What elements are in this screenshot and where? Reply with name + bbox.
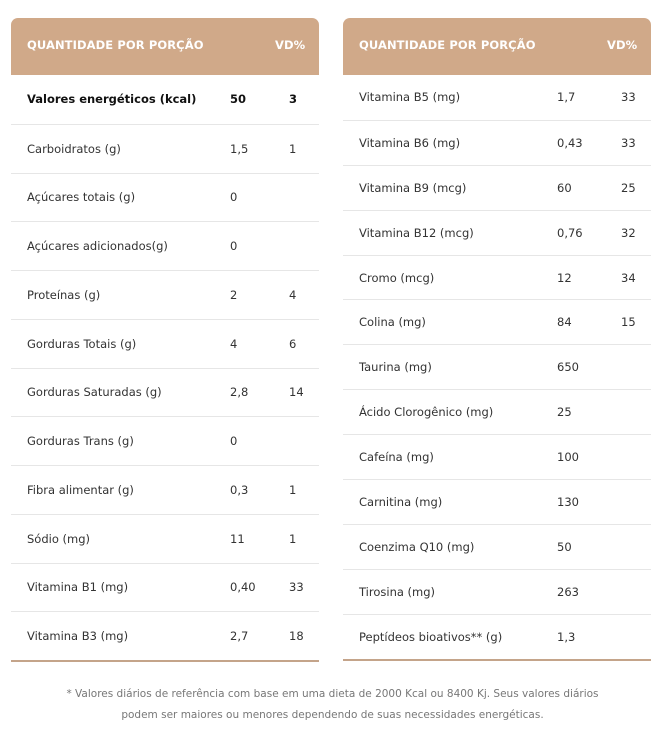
nutrient-daily-value: 14 <box>289 385 304 400</box>
nutrient-name: Valores energéticos (kcal) <box>27 92 197 107</box>
table-row <box>11 368 319 417</box>
nutrient-amount: 0,3 <box>230 482 249 497</box>
nutrient-amount: 60 <box>557 180 572 195</box>
nutrient-name: Açúcares adicionados(g) <box>27 239 168 254</box>
nutrient-amount: 1,5 <box>230 141 249 156</box>
nutrient-amount: 0 <box>230 190 238 205</box>
nutrient-name: Vitamina B6 (mg) <box>359 135 461 150</box>
nutrition-table-right <box>343 18 651 661</box>
nutrient-name: Fibra alimentar (g) <box>27 482 134 497</box>
table-header <box>11 18 319 75</box>
nutrient-name: Gorduras Saturadas (g) <box>27 385 162 400</box>
nutrient-name: Vitamina B12 (mcg) <box>359 225 474 240</box>
table-row <box>343 299 651 344</box>
nutrient-amount: 263 <box>557 584 579 599</box>
table-row <box>11 514 319 563</box>
nutrient-daily-value: 18 <box>289 629 304 644</box>
table-row <box>343 569 651 614</box>
footnote-line: * Valores diários de referência com base em uma dieta de 2000 Kcal ou 8400 Kj. Seus valores diários <box>66 688 599 700</box>
nutrient-name: Cafeína (mg) <box>359 450 434 465</box>
nutrient-amount: 130 <box>557 494 579 509</box>
nutrient-name: Vitamina B9 (mcg) <box>359 180 467 195</box>
nutrient-amount: 0,40 <box>230 580 256 595</box>
table-row <box>343 255 651 300</box>
nutrient-daily-value: 32 <box>621 225 636 240</box>
table-row <box>11 124 319 173</box>
nutrient-name: Vitamina B1 (mg) <box>27 580 129 595</box>
nutrient-amount: 1,7 <box>557 90 576 105</box>
table-row <box>11 563 319 612</box>
footnote-line: podem ser maiores ou menores dependendo de suas necessidades energéticas. <box>121 709 544 721</box>
nutrient-amount: 100 <box>557 450 579 465</box>
table-row <box>11 465 319 514</box>
nutrient-amount: 25 <box>557 405 572 420</box>
nutrient-daily-value: 15 <box>621 315 636 330</box>
nutrient-daily-value: 25 <box>621 180 636 195</box>
table-row <box>11 270 319 319</box>
nutrient-name: Ácido Clorogênico (mg) <box>359 405 494 420</box>
table-row <box>343 344 651 389</box>
nutrient-name: Cromo (mcg) <box>359 270 435 285</box>
table-row <box>343 75 651 120</box>
nutrient-name: Tirosina (mg) <box>359 584 436 599</box>
nutrient-daily-value: 6 <box>289 336 297 351</box>
header-vd-label: VD% <box>607 38 638 52</box>
nutrient-amount: 4 <box>230 336 238 351</box>
nutrient-daily-value: 34 <box>621 270 636 285</box>
nutrient-name: Colina (mg) <box>359 315 426 330</box>
nutrient-amount: 0 <box>230 434 238 449</box>
table-row <box>11 611 319 660</box>
nutrient-amount: 0,76 <box>557 225 583 240</box>
nutrient-name: Vitamina B5 (mg) <box>359 90 461 105</box>
nutrient-amount: 50 <box>230 92 247 107</box>
table-row <box>343 614 651 659</box>
nutrient-amount: 0,43 <box>557 135 583 150</box>
nutrient-daily-value: 4 <box>289 287 297 302</box>
nutrient-name: Peptídeos bioativos** (g) <box>359 629 503 644</box>
nutrient-amount: 84 <box>557 315 572 330</box>
nutrient-daily-value: 3 <box>289 92 298 107</box>
nutrient-daily-value: 33 <box>621 90 636 105</box>
nutrient-daily-value: 1 <box>289 482 297 497</box>
table-rows <box>11 75 319 660</box>
nutrient-amount: 2 <box>230 287 238 302</box>
nutrient-amount: 12 <box>557 270 572 285</box>
nutrient-name: Gorduras Totais (g) <box>27 336 137 351</box>
nutrient-amount: 2,8 <box>230 385 249 400</box>
nutrient-name: Proteínas (g) <box>27 287 101 302</box>
nutrient-daily-value: 1 <box>289 531 297 546</box>
table-row <box>343 434 651 479</box>
table-rows <box>343 75 651 659</box>
header-vd-label: VD% <box>275 38 306 52</box>
nutrient-amount: 1,3 <box>557 629 576 644</box>
header-quantity-label: QUANTIDADE POR PORÇÃO <box>27 38 204 52</box>
nutrient-daily-value: 33 <box>621 135 636 150</box>
nutrition-table-left <box>11 18 319 662</box>
footnote <box>0 684 665 726</box>
table-row <box>11 416 319 465</box>
nutrient-daily-value: 1 <box>289 141 297 156</box>
nutrient-name: Carboidratos (g) <box>27 141 121 156</box>
nutrient-name: Carnitina (mg) <box>359 494 443 509</box>
nutrient-daily-value: 33 <box>289 580 304 595</box>
table-row <box>343 165 651 210</box>
table-row <box>343 479 651 524</box>
nutrient-name: Gorduras Trans (g) <box>27 434 134 449</box>
table-row <box>343 120 651 165</box>
table-row <box>11 221 319 270</box>
table-row <box>11 173 319 222</box>
nutrient-name: Taurina (mg) <box>359 360 432 375</box>
table-row <box>343 210 651 255</box>
table-row <box>343 524 651 569</box>
nutrient-name: Sódio (mg) <box>27 531 90 546</box>
nutrient-name: Vitamina B3 (mg) <box>27 629 129 644</box>
nutrient-amount: 50 <box>557 539 572 554</box>
table-row <box>11 75 319 124</box>
nutrient-name: Coenzima Q10 (mg) <box>359 539 475 554</box>
nutrient-amount: 11 <box>230 531 245 546</box>
table-row <box>343 389 651 434</box>
nutrient-amount: 650 <box>557 360 579 375</box>
header-quantity-label: QUANTIDADE POR PORÇÃO <box>359 38 536 52</box>
table-row <box>11 319 319 368</box>
nutrient-name: Açúcares totais (g) <box>27 190 136 205</box>
nutrient-amount: 2,7 <box>230 629 249 644</box>
nutrient-amount: 0 <box>230 239 238 254</box>
table-header <box>343 18 651 75</box>
